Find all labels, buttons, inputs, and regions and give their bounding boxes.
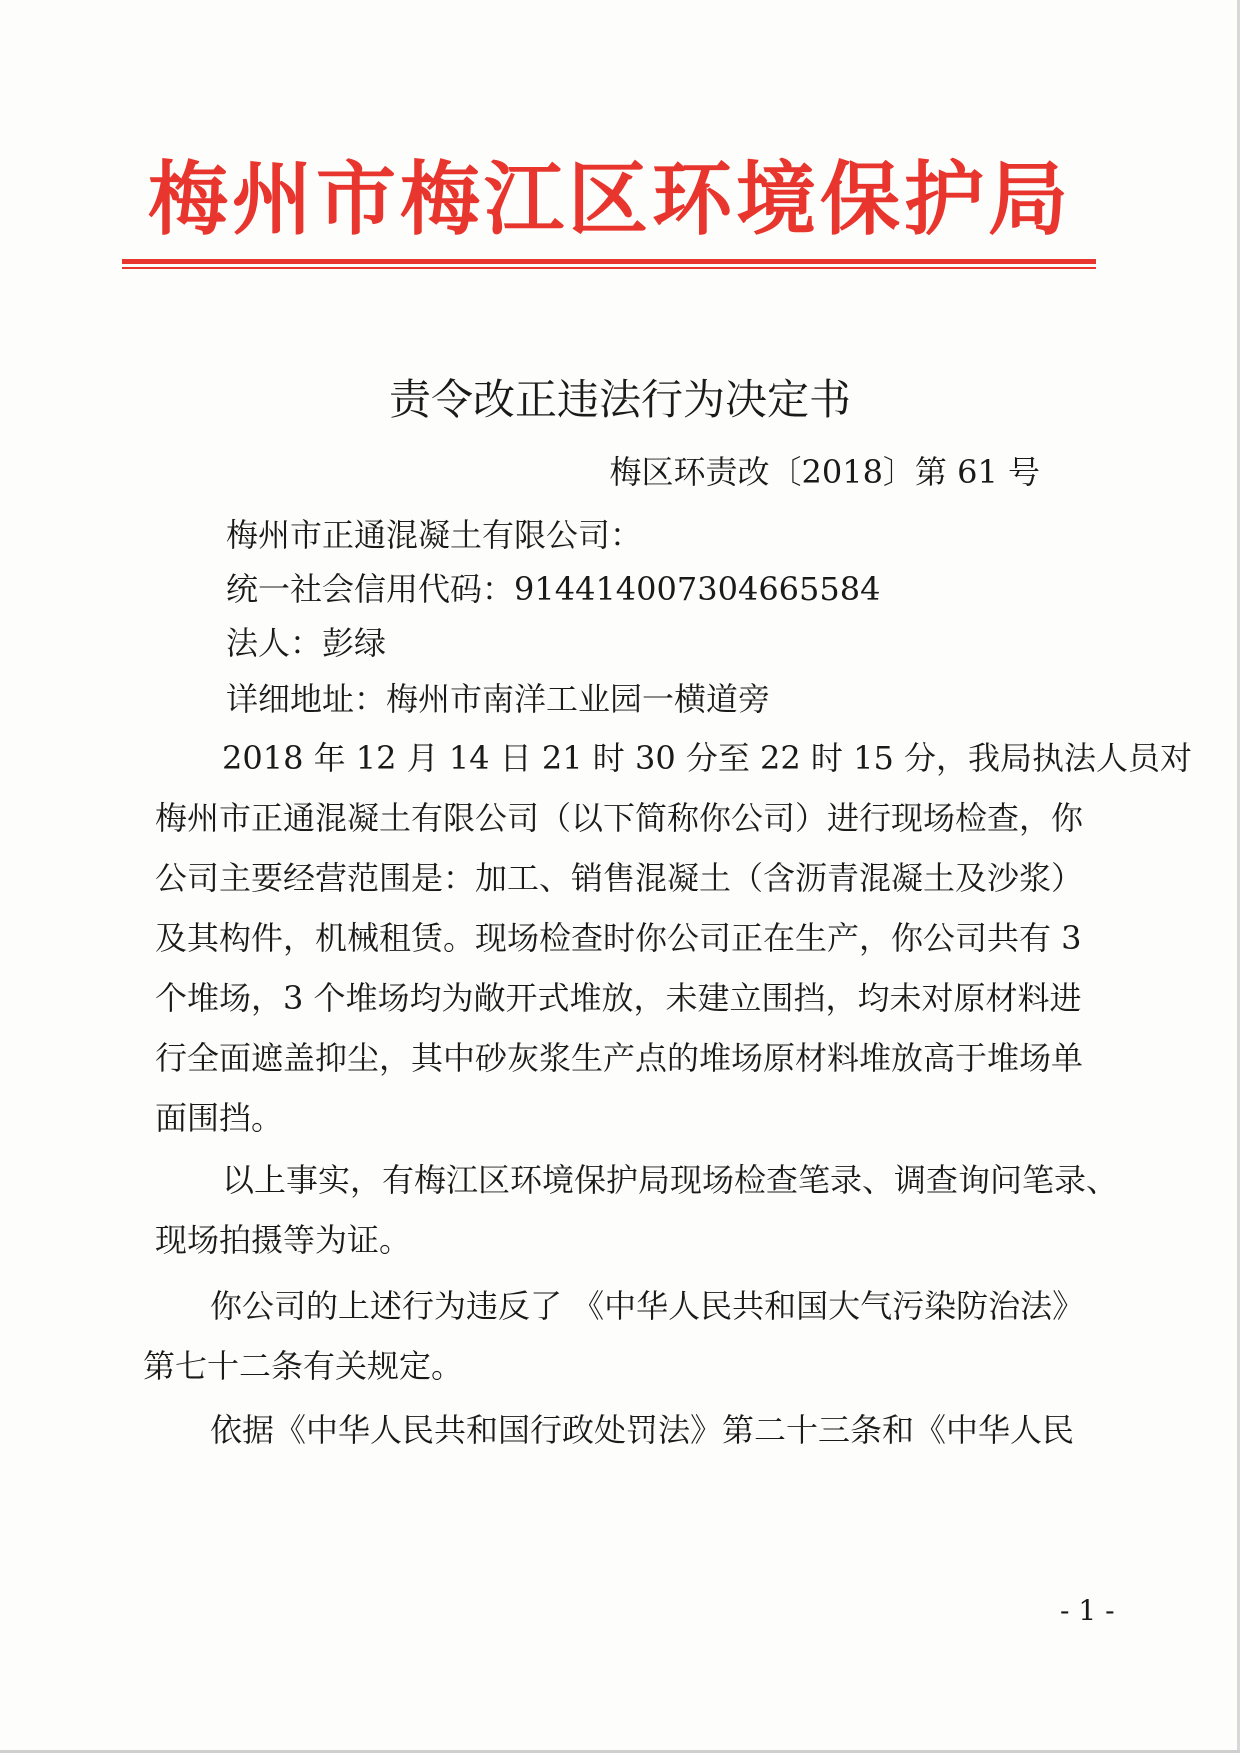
agency-header: 梅州市梅江区环境保护局 [148,153,1072,246]
header-red-rule-thin [122,267,1096,269]
para1-line: 个堆场，3 个堆场均为敞开式堆放，未建立围挡，均未对原材料进 [155,979,1082,1017]
header-red-rule-thick [122,259,1096,264]
para1-line: 梅州市正通混凝土有限公司（以下简称你公司）进行现场检查，你 [155,799,1084,837]
para2-line: 以上事实，有梅江区环境保护局现场检查笔录、调查询问笔录、 [222,1161,1119,1199]
para3-line: 你公司的上述行为违反了 《中华人民共和国大气污染防治法》 [210,1287,1085,1325]
para1-line: 行全面遮盖抑尘，其中砂灰浆生产点的堆场原材料堆放高于堆场单 [155,1039,1084,1077]
recipient-address: 详细地址：梅州市南洋工业园一横道旁 [226,680,771,718]
para1-line: 2018 年 12 月 14 日 21 时 30 分至 22 时 15 分，我局执法人员对 [222,739,1192,777]
para2-line: 现场拍摄等为证。 [155,1221,412,1259]
recipient-company: 梅州市正通混凝土有限公司： [226,516,643,554]
page-number: - 1 - [1060,1594,1115,1627]
para4-line: 依据《中华人民共和国行政处罚法》第二十三条和《中华人民 [210,1411,1075,1449]
para1-line: 公司主要经营范围是：加工、销售混凝土（含沥青混凝土及沙浆） [155,859,1084,897]
document-number: 梅区环责改〔2018〕第 61 号 [609,453,1040,491]
para1-line: 及其构件，机械租赁。现场检查时你公司正在生产，你公司共有 3 [155,919,1082,957]
para1-line: 面围挡。 [155,1099,284,1137]
recipient-legal-person: 法人：彭绿 [226,624,387,662]
para3-line: 第七十二条有关规定。 [143,1347,464,1385]
recipient-credit-code: 统一社会信用代码：91441400730466558​4 [226,570,881,608]
document-title: 责令改正违法行为决定书 [388,375,851,424]
